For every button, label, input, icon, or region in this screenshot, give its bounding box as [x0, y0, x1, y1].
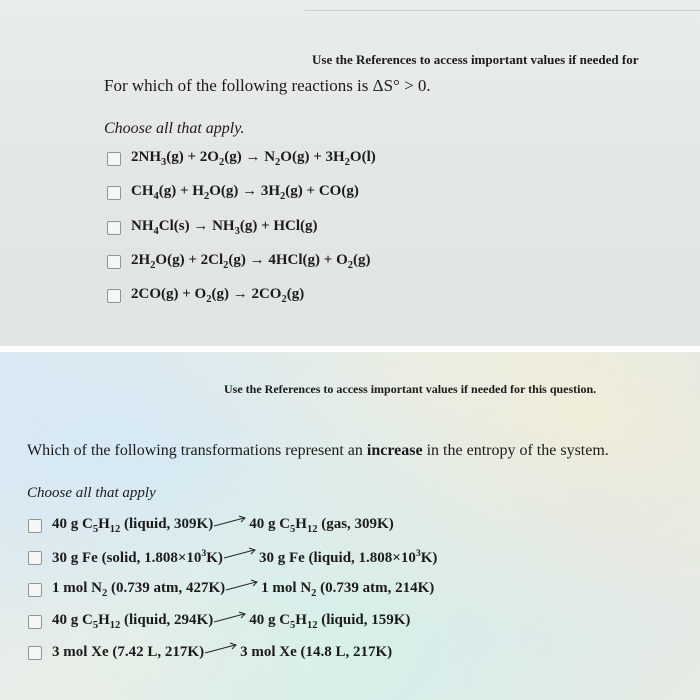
reaction-option-1[interactable] [107, 149, 376, 168]
divider [305, 10, 700, 11]
delta-s-symbol: ΔS° [372, 76, 400, 95]
reaction-option-2[interactable] [107, 183, 359, 202]
question-suffix: in the entropy of the system. [422, 442, 609, 459]
checkbox[interactable] [28, 646, 42, 660]
question-text [27, 442, 609, 460]
top-screenshot-panel [0, 0, 700, 346]
question-emphasis: increase [366, 442, 423, 459]
transformation-option-4[interactable] [28, 612, 410, 631]
question-prefix: For which of the following reactions is [104, 76, 373, 95]
initial-state: 30 g Fe (solid, $1.808\times 10^3K$) [52, 548, 223, 566]
checkbox[interactable] [107, 186, 121, 200]
references-note: Use the References to access important values if needed for this question. [224, 382, 597, 396]
checkbox[interactable] [28, 615, 42, 629]
choose-all-instruction: Choose all that apply. [104, 120, 245, 137]
transformation-option-5[interactable] [28, 644, 392, 661]
reaction-label: $NH_4Cl(s) \to NH_3(g) + HCl(g)$ [131, 218, 318, 237]
transformation-option-1[interactable] [28, 516, 394, 535]
final-state: 30 g Fe (liquid, $1.808\times 10^3K$) [258, 548, 438, 566]
final-state: 1 mol $N_2$ (0.739 atm, 214K) [261, 580, 435, 599]
arrow-icon [205, 645, 239, 661]
initial-state: 40 g $C_5H_{12}$ (liquid, 294K) [52, 612, 214, 631]
checkbox[interactable] [107, 289, 121, 303]
checkbox[interactable] [28, 583, 42, 597]
reaction-option-5[interactable] [107, 286, 304, 305]
reaction-option-3[interactable] [107, 218, 318, 237]
arrow-icon [214, 518, 248, 534]
transformation-option-3[interactable] [28, 580, 434, 599]
references-note: Use the References to access important values if needed for [312, 52, 639, 67]
choose-all-instruction: Choose all that apply [27, 485, 156, 501]
initial-state: 3 mol Xe (7.42 L, 217K) [52, 644, 205, 660]
reaction-label: $2H_2O(g) + 2Cl_2(g) \to 4HCl(g) + O_2(g)$ [131, 252, 371, 271]
bottom-screenshot-panel [0, 352, 700, 700]
question-suffix: > 0. [399, 76, 431, 95]
question-prefix: Which of the following transformations represent an [27, 442, 367, 459]
reaction-option-4[interactable] [107, 252, 371, 271]
question-text [104, 76, 431, 96]
checkbox[interactable] [28, 519, 42, 533]
reaction-label: $CH_4(g) + H_2O(g) \to 3H_2(g) + CO(g)$ [131, 183, 359, 202]
checkbox[interactable] [107, 255, 121, 269]
arrow-icon [226, 582, 260, 598]
arrow-icon [224, 550, 258, 566]
final-state: 40 g $C_5H_{12}$ (gas, 309K) [249, 516, 394, 535]
final-state: 3 mol Xe (14.8 L, 217K) [240, 644, 393, 660]
checkbox[interactable] [107, 152, 121, 166]
arrow-icon [214, 614, 248, 630]
initial-state: 1 mol $N_2$ (0.739 atm, 427K) [52, 580, 226, 599]
final-state: 40 g $C_5H_{12}$ (liquid, 159K) [249, 612, 411, 631]
checkbox[interactable] [28, 551, 42, 565]
transformation-option-2[interactable] [28, 548, 437, 567]
reaction-label: $2CO(g) + O_2(g) \to 2CO_2(g)$ [131, 286, 305, 305]
reaction-label: $2NH_3(g) + 2O_2(g) \to N_2O(g) + 3H_2O(l)$ [131, 149, 376, 168]
initial-state: 40 g $C_5H_{12}$ (liquid, 309K) [52, 516, 214, 535]
checkbox[interactable] [107, 221, 121, 235]
